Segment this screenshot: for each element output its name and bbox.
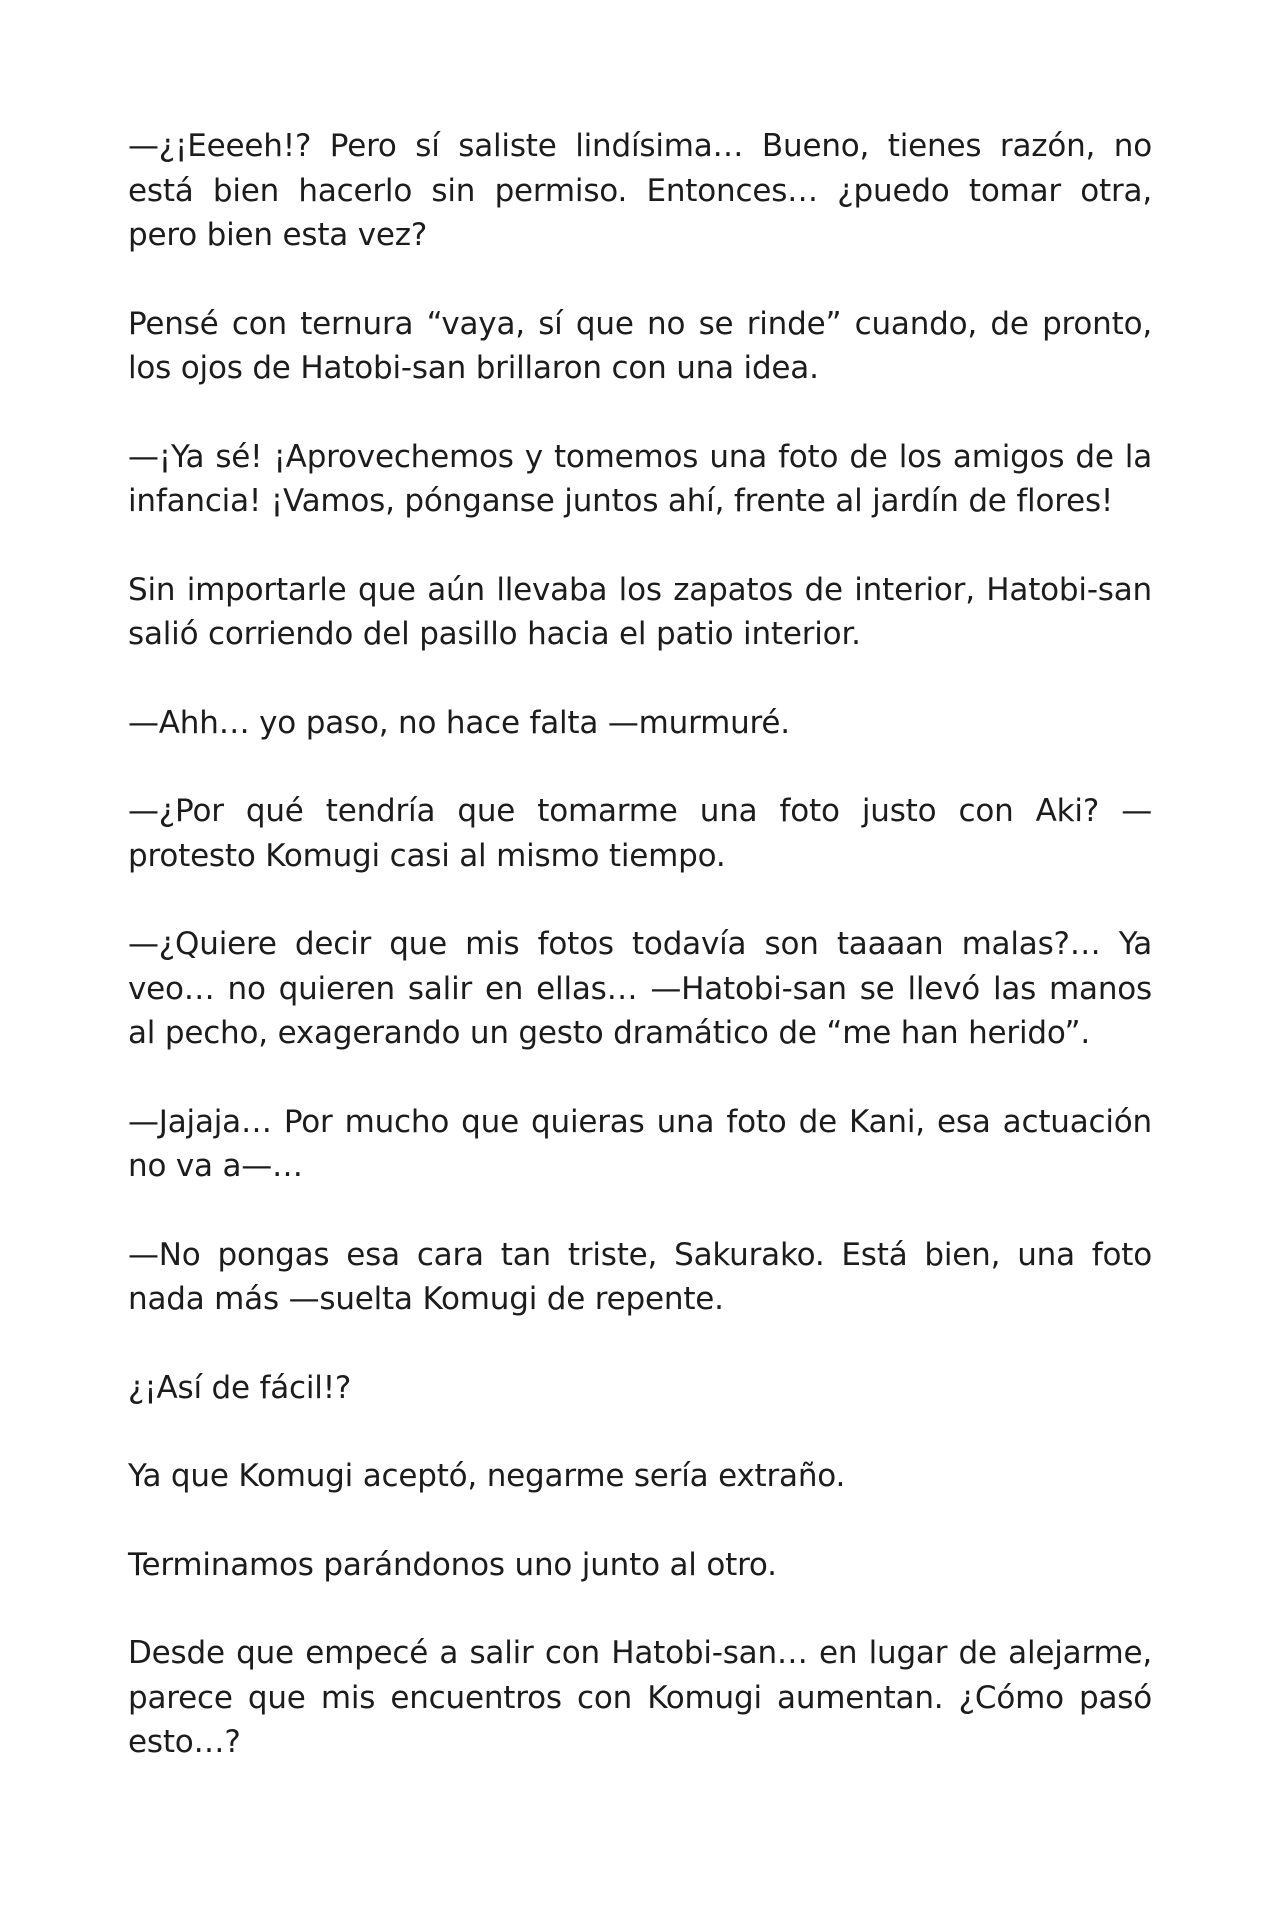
- paragraph-9: —No pongas esa cara tan triste, Sakurako. Está bien, una foto nada más —suelta Komugi de repente.: [128, 1236, 1152, 1317]
- paragraph-13: Desde que empecé a salir con Hatobi-san… en lugar de alejarme, parece que mis encuentros con Komugi aumentan. ¿Cómo pasó esto…?: [128, 1635, 1152, 1760]
- document-page: [128, 124, 1152, 1809]
- paragraph-7: —¿Quiere decir que mis fotos todavía son taaaan malas?… Ya veo… no quieren salir en ellas… —Hatobi-san se llevó las manos al pecho, exagerando un gesto dramático de “me han herido”.: [128, 926, 1152, 1051]
- paragraph-8: —Jajaja… Por mucho que quieras una foto de Kani, esa actuación no va a—…: [128, 1103, 1152, 1184]
- paragraph-10: ¿¡Así de fácil!?: [128, 1369, 352, 1406]
- paragraph-5: —Ahh… yo paso, no hace falta —murmuré.: [128, 704, 790, 741]
- paragraph-4: Sin importarle que aún llevaba los zapatos de interior, Hatobi-san salió corriendo del pasillo hacia el patio interior.: [128, 571, 1152, 652]
- paragraph-1: —¿¡Eeeeh!? Pero sí saliste lindísima… Bueno, tienes razón, no está bien hacerlo sin permiso. Entonces… ¿puedo tomar otra, pero bien esta vez?: [128, 128, 1152, 253]
- paragraph-3: —¡Ya sé! ¡Aprovechemos y tomemos una foto de los amigos de la infancia! ¡Vamos, pónganse juntos ahí, frente al jardín de flores!: [128, 438, 1152, 519]
- paragraph-2: Pensé con ternura “vaya, sí que no se rinde” cuando, de pronto, los ojos de Hatobi-san brillaron con una idea.: [128, 305, 1152, 386]
- paragraph-6: —¿Por qué tendría que tomarme una foto justo con Aki? —protesto Komugi casi al mismo tiempo.: [128, 793, 1152, 874]
- paragraph-11: Ya que Komugi aceptó, negarme sería extraño.: [128, 1458, 846, 1494]
- paragraph-12: Terminamos parándonos uno junto al otro.: [128, 1546, 777, 1583]
